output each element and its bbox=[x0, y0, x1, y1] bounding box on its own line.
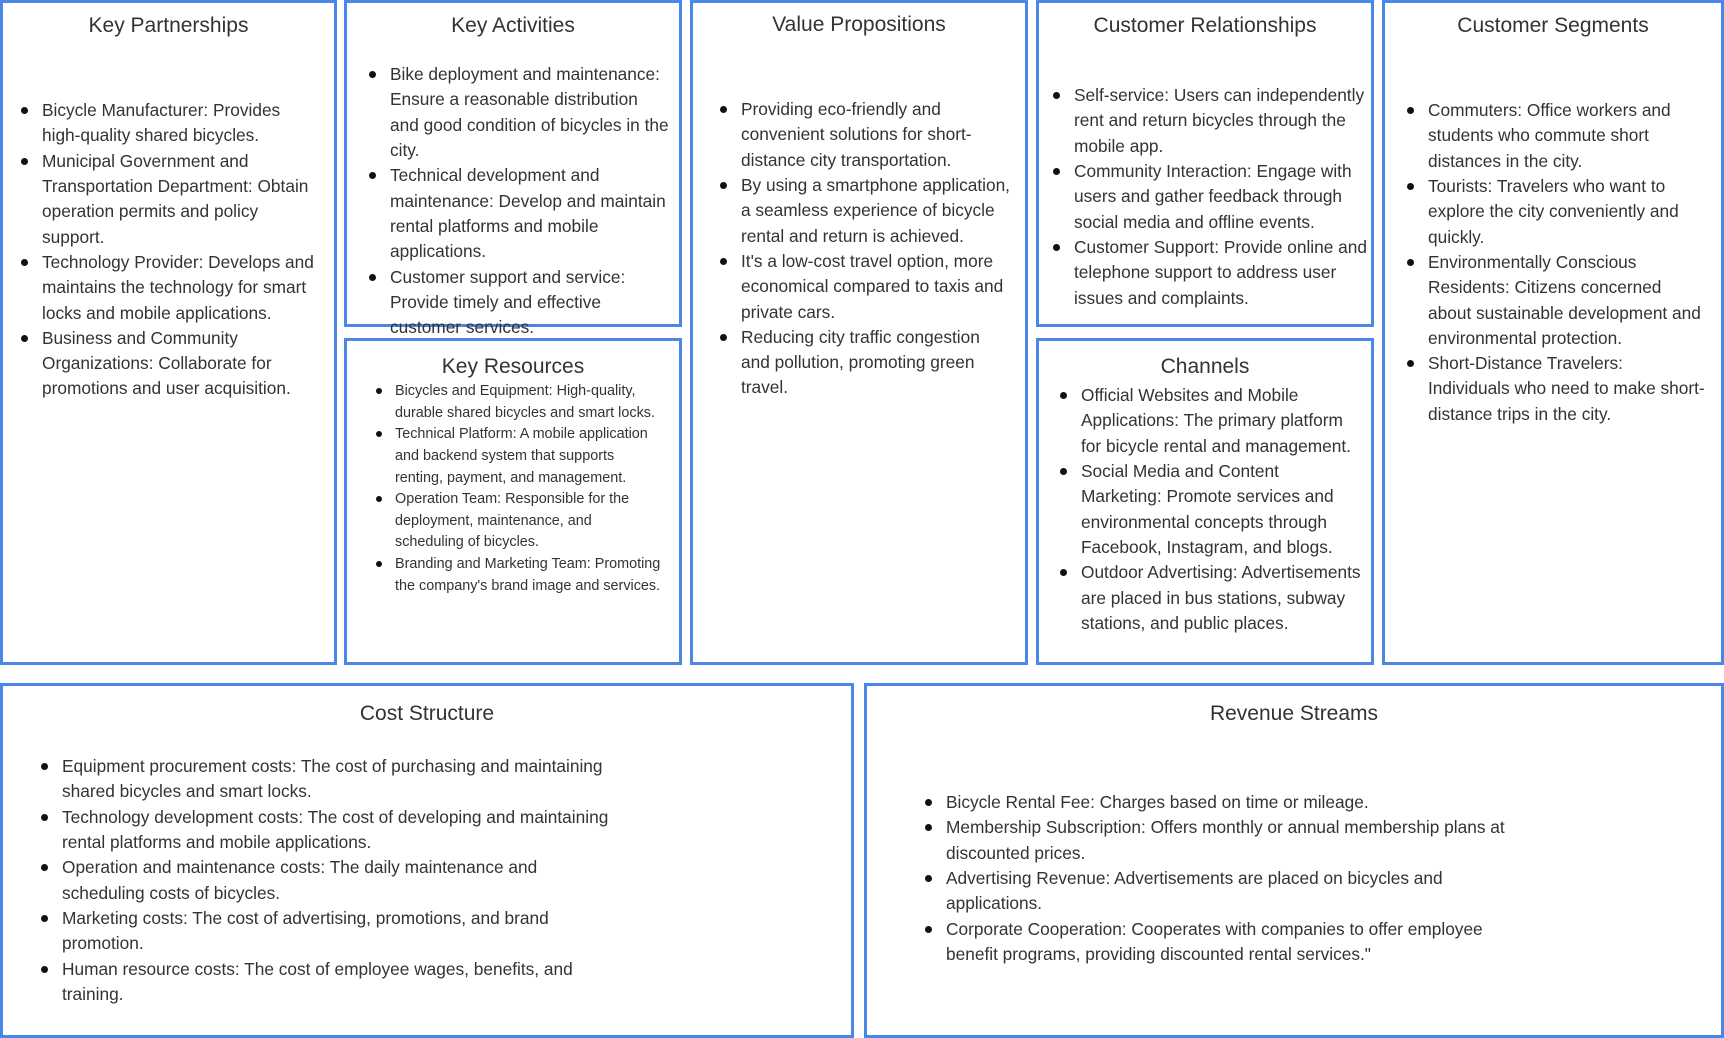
key-activities-block bbox=[344, 0, 682, 338]
channels-block bbox=[1036, 338, 1374, 665]
list-item: Customer support and service: Provide timely and effective customer services. bbox=[390, 265, 671, 341]
list-item: Tourists: Travelers who want to explore the city conveniently and quickly. bbox=[1428, 174, 1707, 250]
list-item: Technical Platform: A mobile application and backend system that supports renting, payment, and management. bbox=[395, 424, 661, 489]
key-partnerships-list bbox=[3, 98, 334, 402]
value-propositions-title: Value Propositions bbox=[772, 13, 946, 36]
value-propositions-list bbox=[693, 97, 1025, 401]
customer-segments-list bbox=[1385, 98, 1721, 427]
revenue-streams-list bbox=[867, 790, 1526, 967]
list-item: Reducing city traffic congestion and pollution, promoting green travel. bbox=[741, 325, 1011, 401]
list-item: Membership Subscription: Offers monthly or annual membership plans at discounted prices. bbox=[946, 815, 1526, 866]
list-item: Commuters: Office workers and students who commute short distances in the city. bbox=[1428, 98, 1707, 174]
list-item: Technical development and maintenance: Develop and maintain rental platforms and mobile applications. bbox=[390, 163, 671, 264]
list-item: Branding and Marketing Team: Promoting the company's brand image and services. bbox=[395, 554, 661, 597]
channels-title: Channels bbox=[1160, 355, 1250, 378]
list-item: Operation and maintenance costs: The daily maintenance and scheduling costs of bicycles. bbox=[62, 855, 622, 906]
revenue-streams-title: Revenue Streams bbox=[1209, 702, 1379, 725]
list-item: Bicycle Manufacturer: Provides high-quality shared bicycles. bbox=[42, 98, 322, 149]
list-item: Marketing costs: The cost of advertising, promotions, and brand promotion. bbox=[62, 906, 622, 957]
key-partnerships-title: Key Partnerships bbox=[88, 14, 249, 37]
list-item: Official Websites and Mobile Applications: The primary platform for bicycle rental and management. bbox=[1081, 383, 1363, 459]
list-item: Equipment procurement costs: The cost of purchasing and maintaining shared bicycles and smart locks. bbox=[62, 754, 622, 805]
list-item: Advertising Revenue: Advertisements are placed on bicycles and applications. bbox=[946, 866, 1526, 917]
list-item: Bicycles and Equipment: High-quality, durable shared bicycles and smart locks. bbox=[395, 381, 661, 424]
cost-structure-title: Cost Structure bbox=[359, 702, 495, 725]
customer-relationships-block bbox=[1036, 0, 1374, 327]
value-propositions-block bbox=[690, 0, 1028, 665]
list-item: Self-service: Users can independently rent and return bicycles through the mobile app. bbox=[1074, 83, 1367, 159]
list-item: It's a low-cost travel option, more economical compared to taxis and private cars. bbox=[741, 249, 1011, 325]
list-item: Technology development costs: The cost of developing and maintaining rental platforms and mobile applications. bbox=[62, 805, 622, 856]
key-partnerships-block bbox=[0, 0, 337, 665]
list-item: Short-Distance Travelers: Individuals who need to make short-distance trips in the city. bbox=[1428, 351, 1707, 427]
list-item: Corporate Cooperation: Cooperates with companies to offer employee benefit programs, providing discounted rental services." bbox=[946, 917, 1526, 968]
list-item: Customer Support: Provide online and telephone support to address user issues and complaints. bbox=[1074, 235, 1367, 311]
list-item: Community Interaction: Engage with users and gather feedback through social media and offline events. bbox=[1074, 159, 1367, 235]
key-resources-list bbox=[347, 381, 679, 597]
channels-list bbox=[1039, 383, 1371, 636]
list-item: Human resource costs: The cost of employee wages, benefits, and training. bbox=[62, 957, 622, 1008]
list-item: Social Media and Content Marketing: Promote services and environmental concepts through Facebook, Instagram, and blogs. bbox=[1081, 459, 1363, 560]
customer-relationships-title: Customer Relationships bbox=[1093, 14, 1317, 37]
list-item: Outdoor Advertising: Advertisements are placed in bus stations, subway stations, and public places. bbox=[1081, 560, 1363, 636]
customer-segments-block bbox=[1382, 0, 1724, 665]
key-resources-block bbox=[344, 338, 682, 665]
key-resources-title: Key Resources bbox=[441, 355, 585, 378]
list-item: Municipal Government and Transportation Department: Obtain operation permits and policy support. bbox=[42, 149, 322, 250]
list-item: Providing eco-friendly and convenient solutions for short-distance city transportation. bbox=[741, 97, 1011, 173]
list-item: Technology Provider: Develops and maintains the technology for smart locks and mobile applications. bbox=[42, 250, 322, 326]
list-item: Bike deployment and maintenance: Ensure a reasonable distribution and good condition of bicycles in the city. bbox=[390, 62, 671, 163]
cost-structure-list bbox=[3, 754, 622, 1007]
customer-segments-title: Customer Segments bbox=[1457, 14, 1649, 37]
list-item: Business and Community Organizations: Collaborate for promotions and user acquisition. bbox=[42, 326, 322, 402]
key-activities-list bbox=[347, 62, 679, 340]
key-activities-title: Key Activities bbox=[451, 14, 575, 37]
revenue-streams-block bbox=[864, 683, 1724, 1038]
list-item: Bicycle Rental Fee: Charges based on time or mileage. bbox=[946, 790, 1526, 815]
list-item: Environmentally Conscious Residents: Citizens concerned about sustainable development and environmental protection. bbox=[1428, 250, 1707, 351]
cost-structure-block bbox=[0, 683, 854, 1038]
list-item: Operation Team: Responsible for the deployment, maintenance, and scheduling of bicycles. bbox=[395, 489, 661, 554]
customer-relationships-list bbox=[1039, 83, 1371, 311]
list-item: By using a smartphone application, a seamless experience of bicycle rental and return is achieved. bbox=[741, 173, 1011, 249]
